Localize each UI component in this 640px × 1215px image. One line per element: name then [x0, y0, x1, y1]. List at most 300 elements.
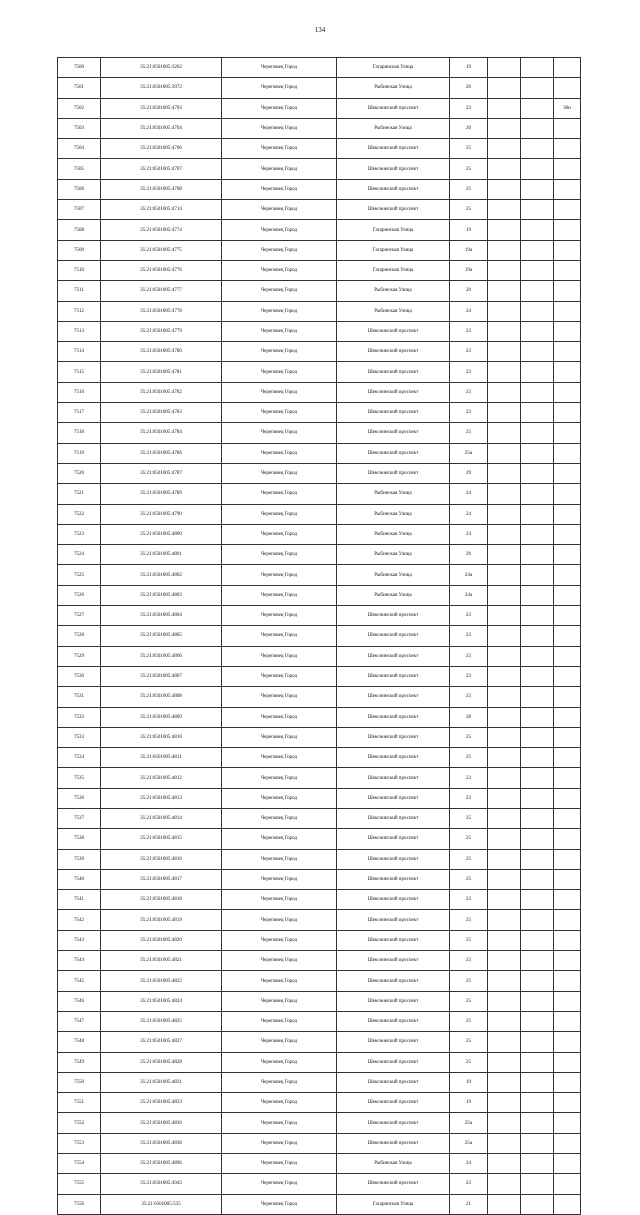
- house-number-cell: 25: [450, 748, 488, 768]
- street-cell: Шекснинский проспект: [337, 951, 450, 971]
- apartment-cell: [554, 423, 581, 443]
- table-row: [58, 646, 581, 666]
- cadastral-number-cell: 35:21:0501005:4787: [101, 463, 222, 483]
- city-cell: Череповец Город: [222, 179, 337, 199]
- row-number-cell: 7528: [58, 626, 101, 646]
- street-cell: Шекснинский проспект: [337, 463, 450, 483]
- extra-cell-1: [488, 930, 521, 950]
- table-row: [58, 565, 581, 585]
- table-row: [58, 869, 581, 889]
- extra-cell-2: [521, 829, 554, 849]
- apartment-cell: [554, 1052, 581, 1072]
- extra-cell-1: [488, 463, 521, 483]
- city-cell: Череповец Город: [222, 808, 337, 828]
- house-number-cell: 25: [450, 1011, 488, 1031]
- cadastral-number-cell: 35:21:0501005:4779: [101, 321, 222, 341]
- extra-cell-2: [521, 808, 554, 828]
- extra-cell-2: [521, 78, 554, 98]
- cadastral-number-cell: 35:21:0501005:4833: [101, 1093, 222, 1113]
- table-row: [58, 1194, 581, 1214]
- city-cell: Череповец Город: [222, 362, 337, 382]
- table-row: [58, 748, 581, 768]
- row-number-cell: 7523: [58, 524, 101, 544]
- row-number-cell: 7532: [58, 707, 101, 727]
- apartment-cell: [554, 545, 581, 565]
- cadastral-number-cell: 35:21:0501005:4707: [101, 159, 222, 179]
- extra-cell-1: [488, 443, 521, 463]
- street-cell: Рыбинская Улица: [337, 524, 450, 544]
- city-cell: Череповец Город: [222, 869, 337, 889]
- extra-cell-1: [488, 1113, 521, 1133]
- extra-cell-1: [488, 890, 521, 910]
- apartment-cell: [554, 951, 581, 971]
- cadastral-number-cell: 35:21:0501005:535: [101, 1194, 222, 1214]
- extra-cell-1: [488, 423, 521, 443]
- house-number-cell: 19а: [450, 260, 488, 280]
- row-number-cell: 7512: [58, 301, 101, 321]
- city-cell: Череповец Город: [222, 991, 337, 1011]
- street-cell: Шекснинский проспект: [337, 748, 450, 768]
- extra-cell-1: [488, 484, 521, 504]
- city-cell: Череповец Город: [222, 748, 337, 768]
- city-cell: Череповец Город: [222, 1093, 337, 1113]
- apartment-cell: [554, 301, 581, 321]
- house-number-cell: 23: [450, 687, 488, 707]
- table-row: [58, 362, 581, 382]
- cadastral-number-cell: 35:21:0501005:4708: [101, 179, 222, 199]
- extra-cell-1: [488, 829, 521, 849]
- extra-cell-1: [488, 788, 521, 808]
- street-cell: Шекснинский проспект: [337, 200, 450, 220]
- house-number-cell: 23: [450, 788, 488, 808]
- cadastral-number-cell: 35:21:0501005:4703: [101, 98, 222, 118]
- house-number-cell: 25: [450, 423, 488, 443]
- house-number-cell: 23: [450, 951, 488, 971]
- extra-cell-2: [521, 200, 554, 220]
- city-cell: Череповец Город: [222, 646, 337, 666]
- extra-cell-2: [521, 869, 554, 889]
- extra-cell-1: [488, 849, 521, 869]
- apartment-cell: [554, 78, 581, 98]
- extra-cell-2: [521, 443, 554, 463]
- extra-cell-1: [488, 565, 521, 585]
- street-cell: Рыбинская Улица: [337, 78, 450, 98]
- house-number-cell: 23: [450, 98, 488, 118]
- table-row: [58, 484, 581, 504]
- row-number-cell: 7511: [58, 281, 101, 301]
- city-cell: Череповец Город: [222, 260, 337, 280]
- apartment-cell: [554, 281, 581, 301]
- extra-cell-2: [521, 585, 554, 605]
- city-cell: Череповец Город: [222, 890, 337, 910]
- cadastral-number-cell: 35:21:0501005:4817: [101, 869, 222, 889]
- street-cell: Рыбинская Улица: [337, 1154, 450, 1174]
- cadastral-number-cell: 35:21:0501005:4831: [101, 1072, 222, 1092]
- table-row: [58, 118, 581, 138]
- house-number-cell: 23: [450, 382, 488, 402]
- street-cell: Гагаринская Улица: [337, 1194, 450, 1214]
- extra-cell-2: [521, 301, 554, 321]
- row-number-cell: 7531: [58, 687, 101, 707]
- apartment-cell: [554, 646, 581, 666]
- row-number-cell: 7526: [58, 585, 101, 605]
- apartment-cell: [554, 200, 581, 220]
- city-cell: Череповец Город: [222, 626, 337, 646]
- street-cell: Шекснинский проспект: [337, 1113, 450, 1133]
- apartment-cell: [554, 240, 581, 260]
- table-row: [58, 707, 581, 727]
- extra-cell-2: [521, 971, 554, 991]
- city-cell: Череповец Город: [222, 1032, 337, 1052]
- table-row: [58, 403, 581, 423]
- house-number-cell: 24а: [450, 565, 488, 585]
- table-row: [58, 727, 581, 747]
- house-number-cell: 25: [450, 200, 488, 220]
- house-number-cell: 26: [450, 545, 488, 565]
- street-cell: Шекснинский проспект: [337, 1011, 450, 1031]
- extra-cell-2: [521, 768, 554, 788]
- extra-cell-2: [521, 626, 554, 646]
- extra-cell-1: [488, 869, 521, 889]
- extra-cell-2: [521, 260, 554, 280]
- extra-cell-1: [488, 1133, 521, 1153]
- cadastral-number-cell: 35:21:0501005:4805: [101, 626, 222, 646]
- table-row: [58, 971, 581, 991]
- extra-cell-2: [521, 504, 554, 524]
- extra-cell-1: [488, 179, 521, 199]
- row-number-cell: 7515: [58, 362, 101, 382]
- city-cell: Череповец Город: [222, 768, 337, 788]
- house-number-cell: 25: [450, 869, 488, 889]
- row-number-cell: 7517: [58, 403, 101, 423]
- row-number-cell: 7502: [58, 98, 101, 118]
- row-number-cell: 7551: [58, 1093, 101, 1113]
- table-row: [58, 281, 581, 301]
- extra-cell-2: [521, 951, 554, 971]
- extra-cell-1: [488, 1011, 521, 1031]
- cadastral-number-cell: 35:21:0501005:4806: [101, 646, 222, 666]
- house-number-cell: 20: [450, 118, 488, 138]
- street-cell: Шекснинский проспект: [337, 666, 450, 686]
- apartment-cell: [554, 118, 581, 138]
- extra-cell-1: [488, 727, 521, 747]
- city-cell: Череповец Город: [222, 707, 337, 727]
- city-cell: Череповец Город: [222, 1133, 337, 1153]
- street-cell: Шекснинский проспект: [337, 930, 450, 950]
- extra-cell-1: [488, 301, 521, 321]
- house-number-cell: 23: [450, 403, 488, 423]
- table-row: [58, 585, 581, 605]
- cadastral-number-cell: 35:21:0501005:4704: [101, 118, 222, 138]
- house-number-cell: 25: [450, 849, 488, 869]
- row-number-cell: 7549: [58, 1052, 101, 1072]
- city-cell: Череповец Город: [222, 687, 337, 707]
- extra-cell-2: [521, 484, 554, 504]
- cadastral-number-cell: 35:21:0501005:4812: [101, 768, 222, 788]
- apartment-cell: [554, 58, 581, 78]
- row-number-cell: 7505: [58, 159, 101, 179]
- extra-cell-1: [488, 646, 521, 666]
- row-number-cell: 7501: [58, 78, 101, 98]
- row-number-cell: 7554: [58, 1154, 101, 1174]
- extra-cell-1: [488, 626, 521, 646]
- street-cell: Шекснинский проспект: [337, 1032, 450, 1052]
- row-number-cell: 7521: [58, 484, 101, 504]
- apartment-cell: [554, 930, 581, 950]
- cadastral-number-cell: 35:21:0501005:4819: [101, 910, 222, 930]
- extra-cell-2: [521, 118, 554, 138]
- cadastral-number-cell: 35:21:0501005:4810: [101, 727, 222, 747]
- street-cell: Гагаринская Улица: [337, 240, 450, 260]
- street-cell: Шекснинский проспект: [337, 139, 450, 159]
- table-row: [58, 890, 581, 910]
- house-number-cell: 25: [450, 829, 488, 849]
- street-cell: Гагаринская Улица: [337, 58, 450, 78]
- street-cell: Шекснинский проспект: [337, 991, 450, 1011]
- row-number-cell: 7527: [58, 606, 101, 626]
- cadastral-number-cell: 35:21:0501005:4778: [101, 301, 222, 321]
- extra-cell-2: [521, 1174, 554, 1194]
- apartment-cell: [554, 606, 581, 626]
- extra-cell-1: [488, 382, 521, 402]
- extra-cell-1: [488, 971, 521, 991]
- extra-cell-1: [488, 1174, 521, 1194]
- table-row: [58, 200, 581, 220]
- extra-cell-1: [488, 687, 521, 707]
- table-row: [58, 463, 581, 483]
- cadastral-number-cell: 35:21:0501005:4786: [101, 443, 222, 463]
- table-row: [58, 687, 581, 707]
- city-cell: Череповец Город: [222, 829, 337, 849]
- apartment-cell: [554, 585, 581, 605]
- apartment-cell: [554, 484, 581, 504]
- city-cell: Череповец Город: [222, 78, 337, 98]
- house-number-cell: 24: [450, 301, 488, 321]
- cadastral-number-cell: 35:21:0501005:4836: [101, 1113, 222, 1133]
- cadastral-number-cell: 35:21:0501005:4714: [101, 200, 222, 220]
- apartment-cell: [554, 362, 581, 382]
- extra-cell-2: [521, 362, 554, 382]
- street-cell: Гагаринская Улица: [337, 260, 450, 280]
- extra-cell-2: [521, 342, 554, 362]
- table-row: [58, 179, 581, 199]
- street-cell: Гагаринская Улица: [337, 220, 450, 240]
- table-row: [58, 58, 581, 78]
- extra-cell-1: [488, 281, 521, 301]
- extra-cell-1: [488, 321, 521, 341]
- extra-cell-2: [521, 991, 554, 1011]
- extra-cell-1: [488, 808, 521, 828]
- row-number-cell: 7550: [58, 1072, 101, 1092]
- extra-cell-2: [521, 565, 554, 585]
- extra-cell-2: [521, 179, 554, 199]
- cadastral-number-cell: 35:21:0501005:4813: [101, 788, 222, 808]
- extra-cell-1: [488, 951, 521, 971]
- extra-cell-2: [521, 1133, 554, 1153]
- apartment-cell: [554, 1072, 581, 1092]
- row-number-cell: 7510: [58, 260, 101, 280]
- row-number-cell: 7552: [58, 1113, 101, 1133]
- cadastral-number-cell: 35:21:0501005:4821: [101, 951, 222, 971]
- apartment-cell: [554, 463, 581, 483]
- table-row: [58, 545, 581, 565]
- city-cell: Череповец Город: [222, 220, 337, 240]
- city-cell: Череповец Город: [222, 524, 337, 544]
- house-number-cell: 19: [450, 1072, 488, 1092]
- street-cell: Шекснинский проспект: [337, 849, 450, 869]
- table-row: [58, 240, 581, 260]
- extra-cell-1: [488, 707, 521, 727]
- house-number-cell: 20: [450, 281, 488, 301]
- apartment-cell: 30н: [554, 98, 581, 118]
- street-cell: Шекснинский проспект: [337, 606, 450, 626]
- apartment-cell: [554, 179, 581, 199]
- table-row: [58, 423, 581, 443]
- house-number-cell: 24: [450, 504, 488, 524]
- row-number-cell: 7522: [58, 504, 101, 524]
- cadastral-number-cell: 35:21:0501005:4827: [101, 1032, 222, 1052]
- street-cell: Шекснинский проспект: [337, 1093, 450, 1113]
- cadastral-number-cell: 35:21:0501005:3972: [101, 78, 222, 98]
- extra-cell-2: [521, 788, 554, 808]
- street-cell: Рыбинская Улица: [337, 565, 450, 585]
- row-number-cell: 7541: [58, 890, 101, 910]
- table-row: [58, 321, 581, 341]
- extra-cell-2: [521, 423, 554, 443]
- house-number-cell: 25: [450, 1032, 488, 1052]
- row-number-cell: 7516: [58, 382, 101, 402]
- city-cell: Череповец Город: [222, 971, 337, 991]
- street-cell: Шекснинский проспект: [337, 1052, 450, 1072]
- extra-cell-2: [521, 159, 554, 179]
- table-row: [58, 1113, 581, 1133]
- street-cell: Шекснинский проспект: [337, 687, 450, 707]
- apartment-cell: [554, 1133, 581, 1153]
- city-cell: Череповец Город: [222, 1011, 337, 1031]
- house-number-cell: 25: [450, 1052, 488, 1072]
- city-cell: Череповец Город: [222, 788, 337, 808]
- street-cell: Шекснинский проспект: [337, 443, 450, 463]
- table-row: [58, 829, 581, 849]
- extra-cell-1: [488, 139, 521, 159]
- street-cell: Шекснинский проспект: [337, 707, 450, 727]
- extra-cell-2: [521, 1093, 554, 1113]
- apartment-cell: [554, 666, 581, 686]
- city-cell: Череповец Город: [222, 504, 337, 524]
- apartment-cell: [554, 707, 581, 727]
- city-cell: Череповец Город: [222, 423, 337, 443]
- row-number-cell: 7555: [58, 1174, 101, 1194]
- house-number-cell: 25а: [450, 1113, 488, 1133]
- extra-cell-2: [521, 748, 554, 768]
- row-number-cell: 7524: [58, 545, 101, 565]
- table-row: [58, 220, 581, 240]
- row-number-cell: 7535: [58, 768, 101, 788]
- table-row: [58, 98, 581, 118]
- cadastral-number-cell: 35:21:0501005:4809: [101, 707, 222, 727]
- cadastral-number-cell: 35:21:0501005:4896: [101, 1154, 222, 1174]
- table-row: [58, 1093, 581, 1113]
- street-cell: Шекснинский проспект: [337, 423, 450, 443]
- house-number-cell: 25: [450, 991, 488, 1011]
- extra-cell-2: [521, 666, 554, 686]
- street-cell: Шекснинский проспект: [337, 179, 450, 199]
- street-cell: Рыбинская Улица: [337, 504, 450, 524]
- street-cell: Шекснинский проспект: [337, 382, 450, 402]
- city-cell: Череповец Город: [222, 606, 337, 626]
- house-number-cell: 25: [450, 910, 488, 930]
- apartment-cell: [554, 869, 581, 889]
- cadastral-number-cell: 35:21:0501005:4802: [101, 565, 222, 585]
- extra-cell-2: [521, 403, 554, 423]
- city-cell: Череповец Город: [222, 301, 337, 321]
- house-number-cell: 24а: [450, 585, 488, 605]
- row-number-cell: 7540: [58, 869, 101, 889]
- city-cell: Череповец Город: [222, 443, 337, 463]
- table-row: [58, 1174, 581, 1194]
- city-cell: Череповец Город: [222, 585, 337, 605]
- cadastral-number-cell: 35:21:0501005:4783: [101, 403, 222, 423]
- row-number-cell: 7533: [58, 727, 101, 747]
- extra-cell-1: [488, 524, 521, 544]
- apartment-cell: [554, 1011, 581, 1031]
- house-number-cell: 23: [450, 1174, 488, 1194]
- extra-cell-1: [488, 362, 521, 382]
- apartment-cell: [554, 382, 581, 402]
- extra-cell-2: [521, 463, 554, 483]
- extra-cell-2: [521, 1072, 554, 1092]
- extra-cell-1: [488, 118, 521, 138]
- extra-cell-1: [488, 991, 521, 1011]
- apartment-cell: [554, 910, 581, 930]
- apartment-cell: [554, 727, 581, 747]
- extra-cell-2: [521, 545, 554, 565]
- extra-cell-1: [488, 748, 521, 768]
- apartment-cell: [554, 1174, 581, 1194]
- street-cell: Шекснинский проспект: [337, 626, 450, 646]
- row-number-cell: 7543: [58, 930, 101, 950]
- street-cell: Шекснинский проспект: [337, 788, 450, 808]
- house-number-cell: 25а: [450, 443, 488, 463]
- cadastral-number-cell: 35:21:0501005:4780: [101, 342, 222, 362]
- house-number-cell: 25: [450, 808, 488, 828]
- city-cell: Череповец Город: [222, 118, 337, 138]
- table-row: [58, 1154, 581, 1174]
- extra-cell-2: [521, 930, 554, 950]
- city-cell: Череповец Город: [222, 727, 337, 747]
- row-number-cell: 7545: [58, 971, 101, 991]
- house-number-cell: 29: [450, 463, 488, 483]
- page-number: 134: [314, 26, 326, 34]
- row-number-cell: 7548: [58, 1032, 101, 1052]
- extra-cell-1: [488, 545, 521, 565]
- city-cell: Череповец Город: [222, 666, 337, 686]
- extra-cell-2: [521, 910, 554, 930]
- house-number-cell: 20: [450, 78, 488, 98]
- registry-table-body: [58, 58, 581, 1215]
- table-row: [58, 788, 581, 808]
- apartment-cell: [554, 139, 581, 159]
- row-number-cell: 7525: [58, 565, 101, 585]
- registry-table: [57, 57, 581, 1215]
- street-cell: Шекснинский проспект: [337, 321, 450, 341]
- street-cell: Рыбинская Улица: [337, 585, 450, 605]
- street-cell: Шекснинский проспект: [337, 1133, 450, 1153]
- city-cell: Череповец Город: [222, 403, 337, 423]
- apartment-cell: [554, 626, 581, 646]
- cadastral-number-cell: 35:21:0501005:4807: [101, 666, 222, 686]
- cadastral-number-cell: 35:21:0501005:4814: [101, 808, 222, 828]
